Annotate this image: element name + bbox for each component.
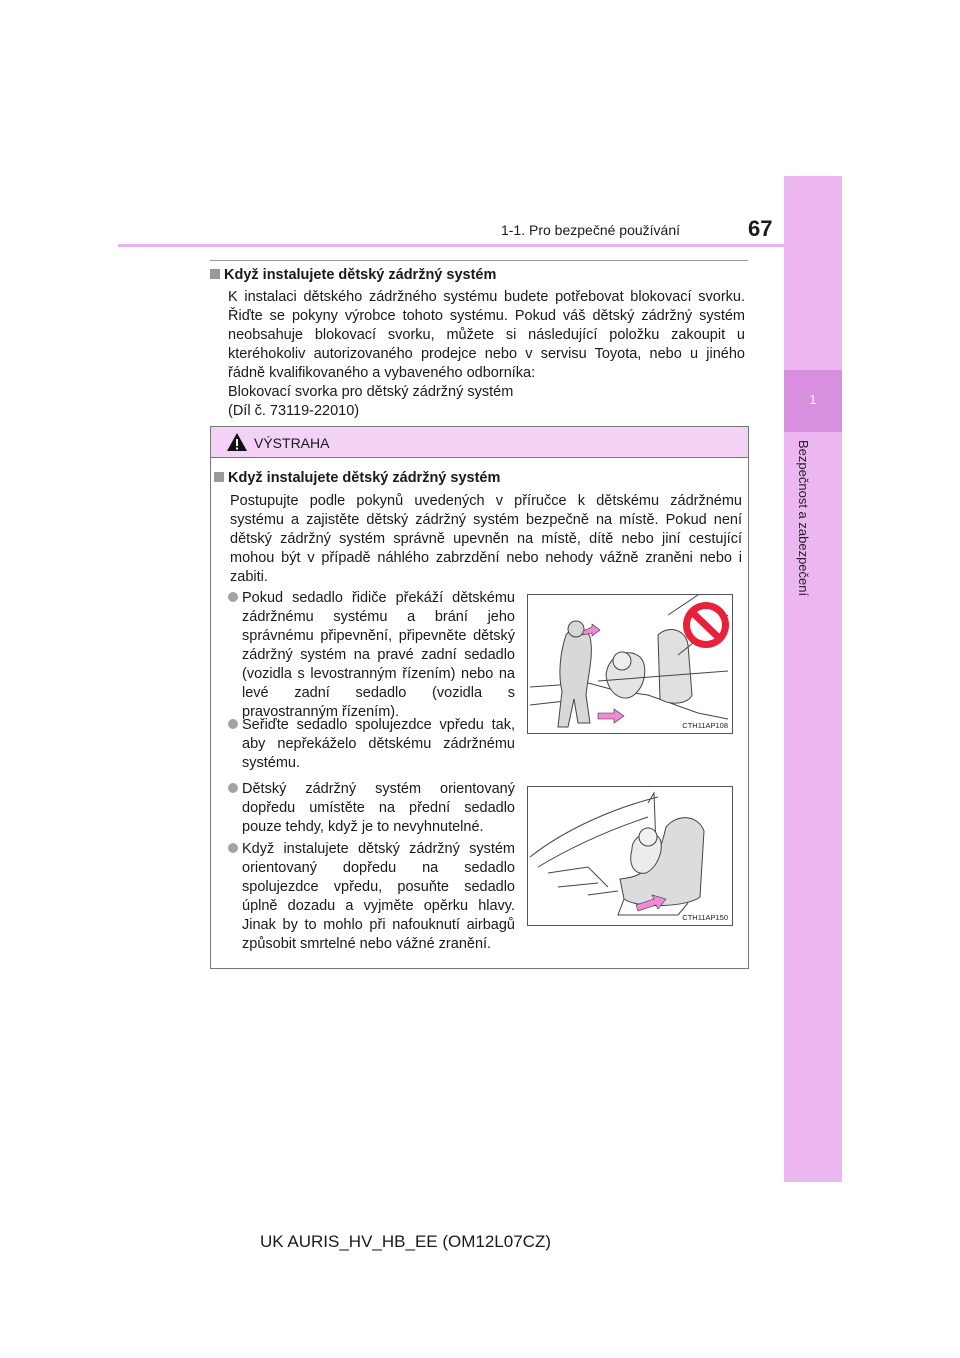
header-divider <box>118 244 784 247</box>
part-name: Blokovací svorka pro dětský zádržný systém <box>228 384 514 400</box>
figure-caption: CTH11AP108 <box>682 721 728 730</box>
chapter-label: Bezpečnost a zabezpečení <box>796 440 811 597</box>
square-bullet-icon <box>210 269 220 279</box>
header-section-title: 1-1. Pro bezpečné používání <box>500 222 680 238</box>
warning-body: Postupujte podle pokynů uvedených v příručce k dětskému zádržnému systému a zajistěte dětský zádržný systém bezpečně na místě. Pokud není dětský zádržný systém správně upevněn na místě, dítě nebo jiní cestující mohou být v případě náhlého zabrzdění nebo nehody vážně zraněni nebo i zabiti. <box>230 493 742 585</box>
bullet-dot-icon <box>228 783 238 793</box>
section-title: Když instalujete dětský zádržný systém <box>224 267 497 283</box>
square-bullet-icon <box>214 472 224 482</box>
footer-model-code: UK AURIS_HV_HB_EE (OM12L07CZ) <box>260 1232 551 1251</box>
section-heading <box>210 267 496 283</box>
section-body: K instalaci dětského zádržného systému budete potřebovat blokovací svorku. Řiďte se pokyny výrobce tohoto systému. Pokud váš dětský zádržný systém neobsahuje blokovací svorku, můžete si následující položku zakoupit u kteréhokoliv autorizovaného prodejce nebo v servisu Toyota, nebo u jiného řádně kvalifikovaného a vybaveného odborníka: <box>228 289 745 381</box>
bullet-dot-icon <box>228 592 238 602</box>
list-item <box>228 716 515 773</box>
rear-seat-drawing <box>528 595 732 733</box>
warning-label: VÝSTRAHA <box>254 435 330 451</box>
section-rule <box>210 260 748 261</box>
illustration-front-seat-child-seat <box>527 786 733 926</box>
page-number: 67 <box>748 216 773 241</box>
bullet-dot-icon <box>228 843 238 853</box>
chapter-number: 1 <box>809 392 817 407</box>
warning-triangle-icon <box>226 432 248 452</box>
list-item <box>228 780 515 837</box>
figure-caption: CTH11AP150 <box>682 913 728 922</box>
bullet-dot-icon <box>228 719 238 729</box>
bullet-text: Pokud sedadlo řidiče překáží dětskému zádržnému systému a brání jeho správnému připevnění, připevněte dětský zádržný systém na pravé zadní sedadlo (vozidla s levostranným řízením) nebo na levé zadní sedadlo (vozidla s pravostranným řízením). <box>242 590 515 720</box>
bullet-text: Seřiďte sedadlo spolujezdce vpředu tak, aby nepřekáželo dětskému zádržnému systému. <box>242 717 515 771</box>
side-tab-top <box>784 176 842 370</box>
illustration-rear-seat-child-seat <box>527 594 733 734</box>
list-item <box>228 589 515 722</box>
part-number: (Díl č. 73119-22010) <box>228 403 360 419</box>
bullet-text: Dětský zádržný systém orientovaný dopředu umístěte na přední sedadlo pouze tehdy, když je to nevyhnutelné. <box>242 781 515 835</box>
warning-section-heading <box>214 470 500 486</box>
warning-section-title: Když instalujete dětský zádržný systém <box>228 470 501 486</box>
list-item <box>228 840 515 954</box>
front-seat-drawing <box>528 787 732 925</box>
chapter-label-wrap <box>797 440 815 660</box>
bullet-text: Když instalujete dětský zádržný systém orientovaný dopředu na sedadlo spolujezdce vpředu, posuňte sedadlo úplně dozadu a vyjměte opěrku hlavy. Jinak by to mohlo při nafouknutí airbagů způsobit smrtelné nebo vážné zranění. <box>242 841 515 952</box>
